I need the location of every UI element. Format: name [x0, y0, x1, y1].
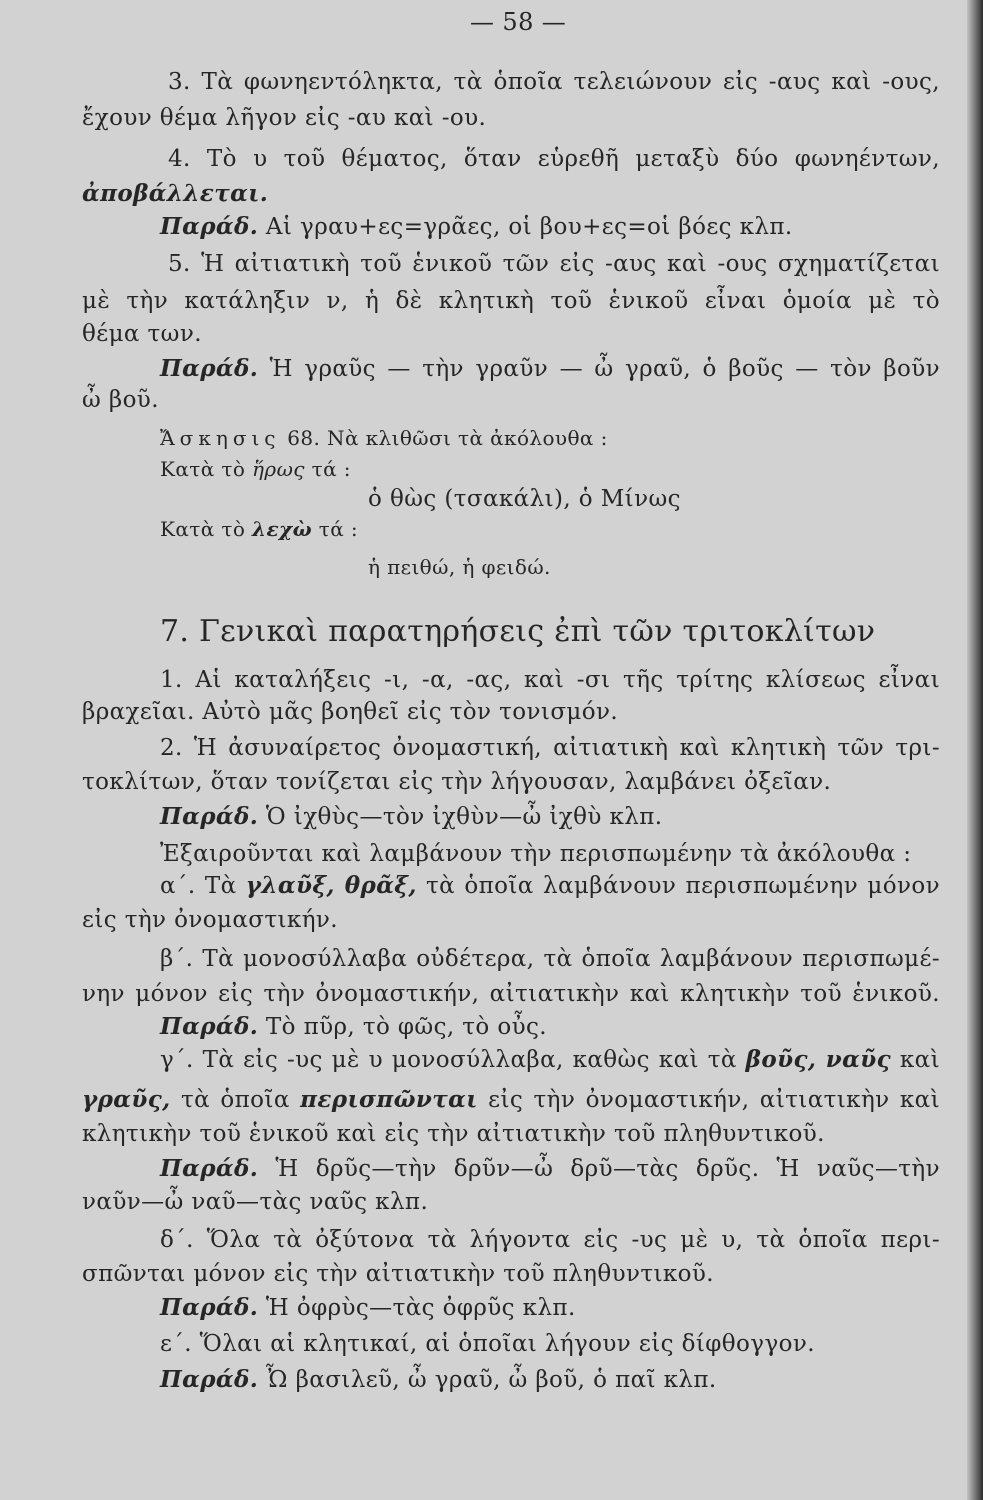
text-line: [160, 355, 940, 383]
text-line: [82, 1086, 940, 1114]
text-line: ἡ πειθώ, ἡ φειδώ.: [368, 555, 551, 579]
text-line: 2. Ἡ ἀσυναίρετος ὀνομαστική, αἰτιατικὴ καὶ κλητικὴ τῶν τρι-: [160, 735, 940, 761]
example-label: Παράδ.: [160, 803, 259, 830]
text-line: ὁ θὼς (τσακάλι), ὁ Μίνως: [368, 486, 681, 512]
text-line: [160, 1046, 940, 1074]
line-text: εἰς τὴν ὀνομαστικήν, αἰτιατικὴν καὶ: [488, 1087, 941, 1113]
line-text: καὶ: [899, 1047, 940, 1073]
text-line: [160, 1366, 717, 1394]
text-line: Ἐξαιροῦνται καὶ λαμβάνουν τὴν περισπωμένην τὰ ἀκόλουθα :: [160, 841, 912, 867]
text-line: ναῦν—ὦ ναῦ—τὰς ναῦς κλπ.: [82, 1189, 429, 1215]
text-line: [160, 455, 351, 483]
text-line: 1. Αἱ καταλήξεις -ι, -α, -ας, καὶ -σι τῆς τρίτης κλίσεως εἶναι: [160, 667, 940, 693]
text-line: νην μόνον εἰς τὴν ὀνομαστικήν, αἰτιατικὴν καὶ κλητικὴν τοῦ ἑνικοῦ.: [82, 981, 940, 1007]
text-line: 4. Τὸ υ τοῦ θέματος, ὅταν εὑρεθῆ μεταξὺ δύο φωνηέντων,: [168, 146, 940, 172]
text-line: κλητικὴν τοῦ ἑνικοῦ καὶ εἰς τὴν αἰτιατικὴν τοῦ πληθυντικοῦ.: [82, 1121, 825, 1147]
line-text: Αἱ γραυ+ες=γρᾶες, οἱ βου+ες=οἱ βόες κλπ.: [265, 214, 793, 240]
line-text: Κατὰ τὸ: [160, 457, 246, 481]
text-line: β΄. Τὰ μονοσύλλαβα οὐδέτερα, τὰ ὁποῖα λαμβάνουν περισπωμέ-: [160, 946, 940, 972]
example-label: Παράδ.: [160, 1013, 259, 1040]
line-emphasis: γλαῦξ, θρᾶξ,: [245, 872, 417, 899]
text-line: ὦ βοῦ.: [82, 387, 159, 413]
line-text: γ΄. Τὰ εἰς -υς μὲ υ μονοσύλλαβα, καθὼς καὶ τὰ: [160, 1047, 737, 1073]
text-line: εἰς τὴν ὀνομαστικήν.: [82, 907, 338, 933]
text-line: [160, 1155, 940, 1183]
text-line: σπῶνται μόνον εἰς τὴν αἰτιατικὴν τοῦ πληθυντικοῦ.: [82, 1261, 714, 1287]
line-emphasis: βοῦς, ναῦς: [745, 1046, 892, 1073]
text-line: [160, 803, 662, 831]
example-label: Παράδ.: [160, 1366, 259, 1393]
line-text: 68. Νὰ κλιθῶσι τὰ ἀκόλουθα :: [287, 426, 608, 450]
line-emphasis: γραῦς,: [82, 1086, 171, 1113]
example-label: Παράδ.: [160, 355, 259, 382]
line-text: τὰ ὁποῖα λαμβάνουν περισπωμένην μόνον: [426, 873, 940, 899]
section-heading: 7. Γενικαὶ παρατηρήσεις ἐπὶ τῶν τριτοκλίτων: [160, 614, 876, 649]
example-label: Παράδ.: [160, 1294, 259, 1321]
text-line: ἔχουν θέμα λῆγον εἰς -αυ καὶ -ου.: [82, 105, 487, 131]
text-line: [160, 213, 793, 241]
text-line: 5. Ἡ αἰτιατικὴ τοῦ ἑνικοῦ τῶν εἰς -αυς καὶ -ους σχηματίζεται: [168, 251, 940, 277]
line-text: Ὦ βασιλεῦ, ὦ γραῦ, ὦ βοῦ, ὁ παῖ κλπ.: [265, 1367, 717, 1393]
line-text: τά :: [311, 457, 351, 481]
text-line: 3. Τὰ φωνηεντόληκτα, τὰ ὁποῖα τελειώνουν εἰς -αυς καὶ -ους,: [168, 69, 940, 95]
text-line: ε΄. Ὅλαι αἱ κλητικαί, αἱ ὁποῖαι λήγουν εἰς δίφθογγον.: [160, 1331, 815, 1357]
example-label: Παράδ.: [160, 213, 259, 240]
text-line: βραχεῖαι. Αὐτὸ μᾶς βοηθεῖ εἰς τὸν τονισμόν.: [82, 699, 619, 725]
line-text: Τὸ πῦρ, τὸ φῶς, τὸ οὖς.: [265, 1014, 547, 1040]
line-text: Ἡ ὀφρὺς—τὰς ὀφρῦς κλπ.: [265, 1295, 576, 1321]
text-line: δ΄. Ὅλα τὰ ὀξύτονα τὰ λήγοντα εἰς -υς μὲ υ, τὰ ὁποῖα περι-: [160, 1227, 940, 1253]
line-text: τά :: [318, 517, 359, 541]
text-line: τοκλίτων, ὅταν τονίζεται εἰς τὴν λήγουσαν, λαμβάνει ὀξεῖαν.: [82, 769, 832, 795]
line-emphasis: περισπῶνται: [300, 1086, 478, 1113]
line-text: Ἡ γραῦς — τὴν γραῦν — ὦ γραῦ, ὁ βοῦς — τὸν βοῦν: [269, 356, 940, 382]
text-line: [160, 1294, 576, 1322]
page-edge-shadow: [967, 0, 983, 1500]
line-text: Ἡ δρῦς—τὴν δρῦν—ὦ δρῦ—τὰς δρῦς. Ἡ ναῦς—τὴν: [275, 1156, 940, 1182]
line-text: Ὁ ἰχθὺς—τὸν ἰχθὺν—ὦ ἰχθὺ κλπ.: [265, 804, 663, 830]
page-number: — 58 —: [470, 8, 567, 36]
line-emphasis: λεχὼ: [252, 517, 313, 541]
text-line: ἀποβάλλεται.: [82, 180, 269, 207]
exercise-line: [160, 424, 608, 452]
example-label: Παράδ.: [160, 1155, 259, 1182]
text-line: μὲ τὴν κατάληξιν ν, ἡ δὲ κλητικὴ τοῦ ἑνικοῦ εἶναι ὁμοία μὲ τὸ: [82, 288, 940, 314]
text-line: [160, 1013, 547, 1041]
text-line: θέμα των.: [82, 321, 202, 347]
text-line: [160, 872, 940, 900]
line-emphasis: ἥρως: [252, 457, 305, 481]
line-text: τὰ ὁποῖα: [180, 1087, 290, 1113]
line-text: α΄. Τὰ: [160, 873, 237, 899]
exercise-label: Ἄσκησις: [160, 426, 281, 450]
text-line: [160, 515, 358, 543]
line-text: Κατὰ τὸ: [160, 517, 246, 541]
